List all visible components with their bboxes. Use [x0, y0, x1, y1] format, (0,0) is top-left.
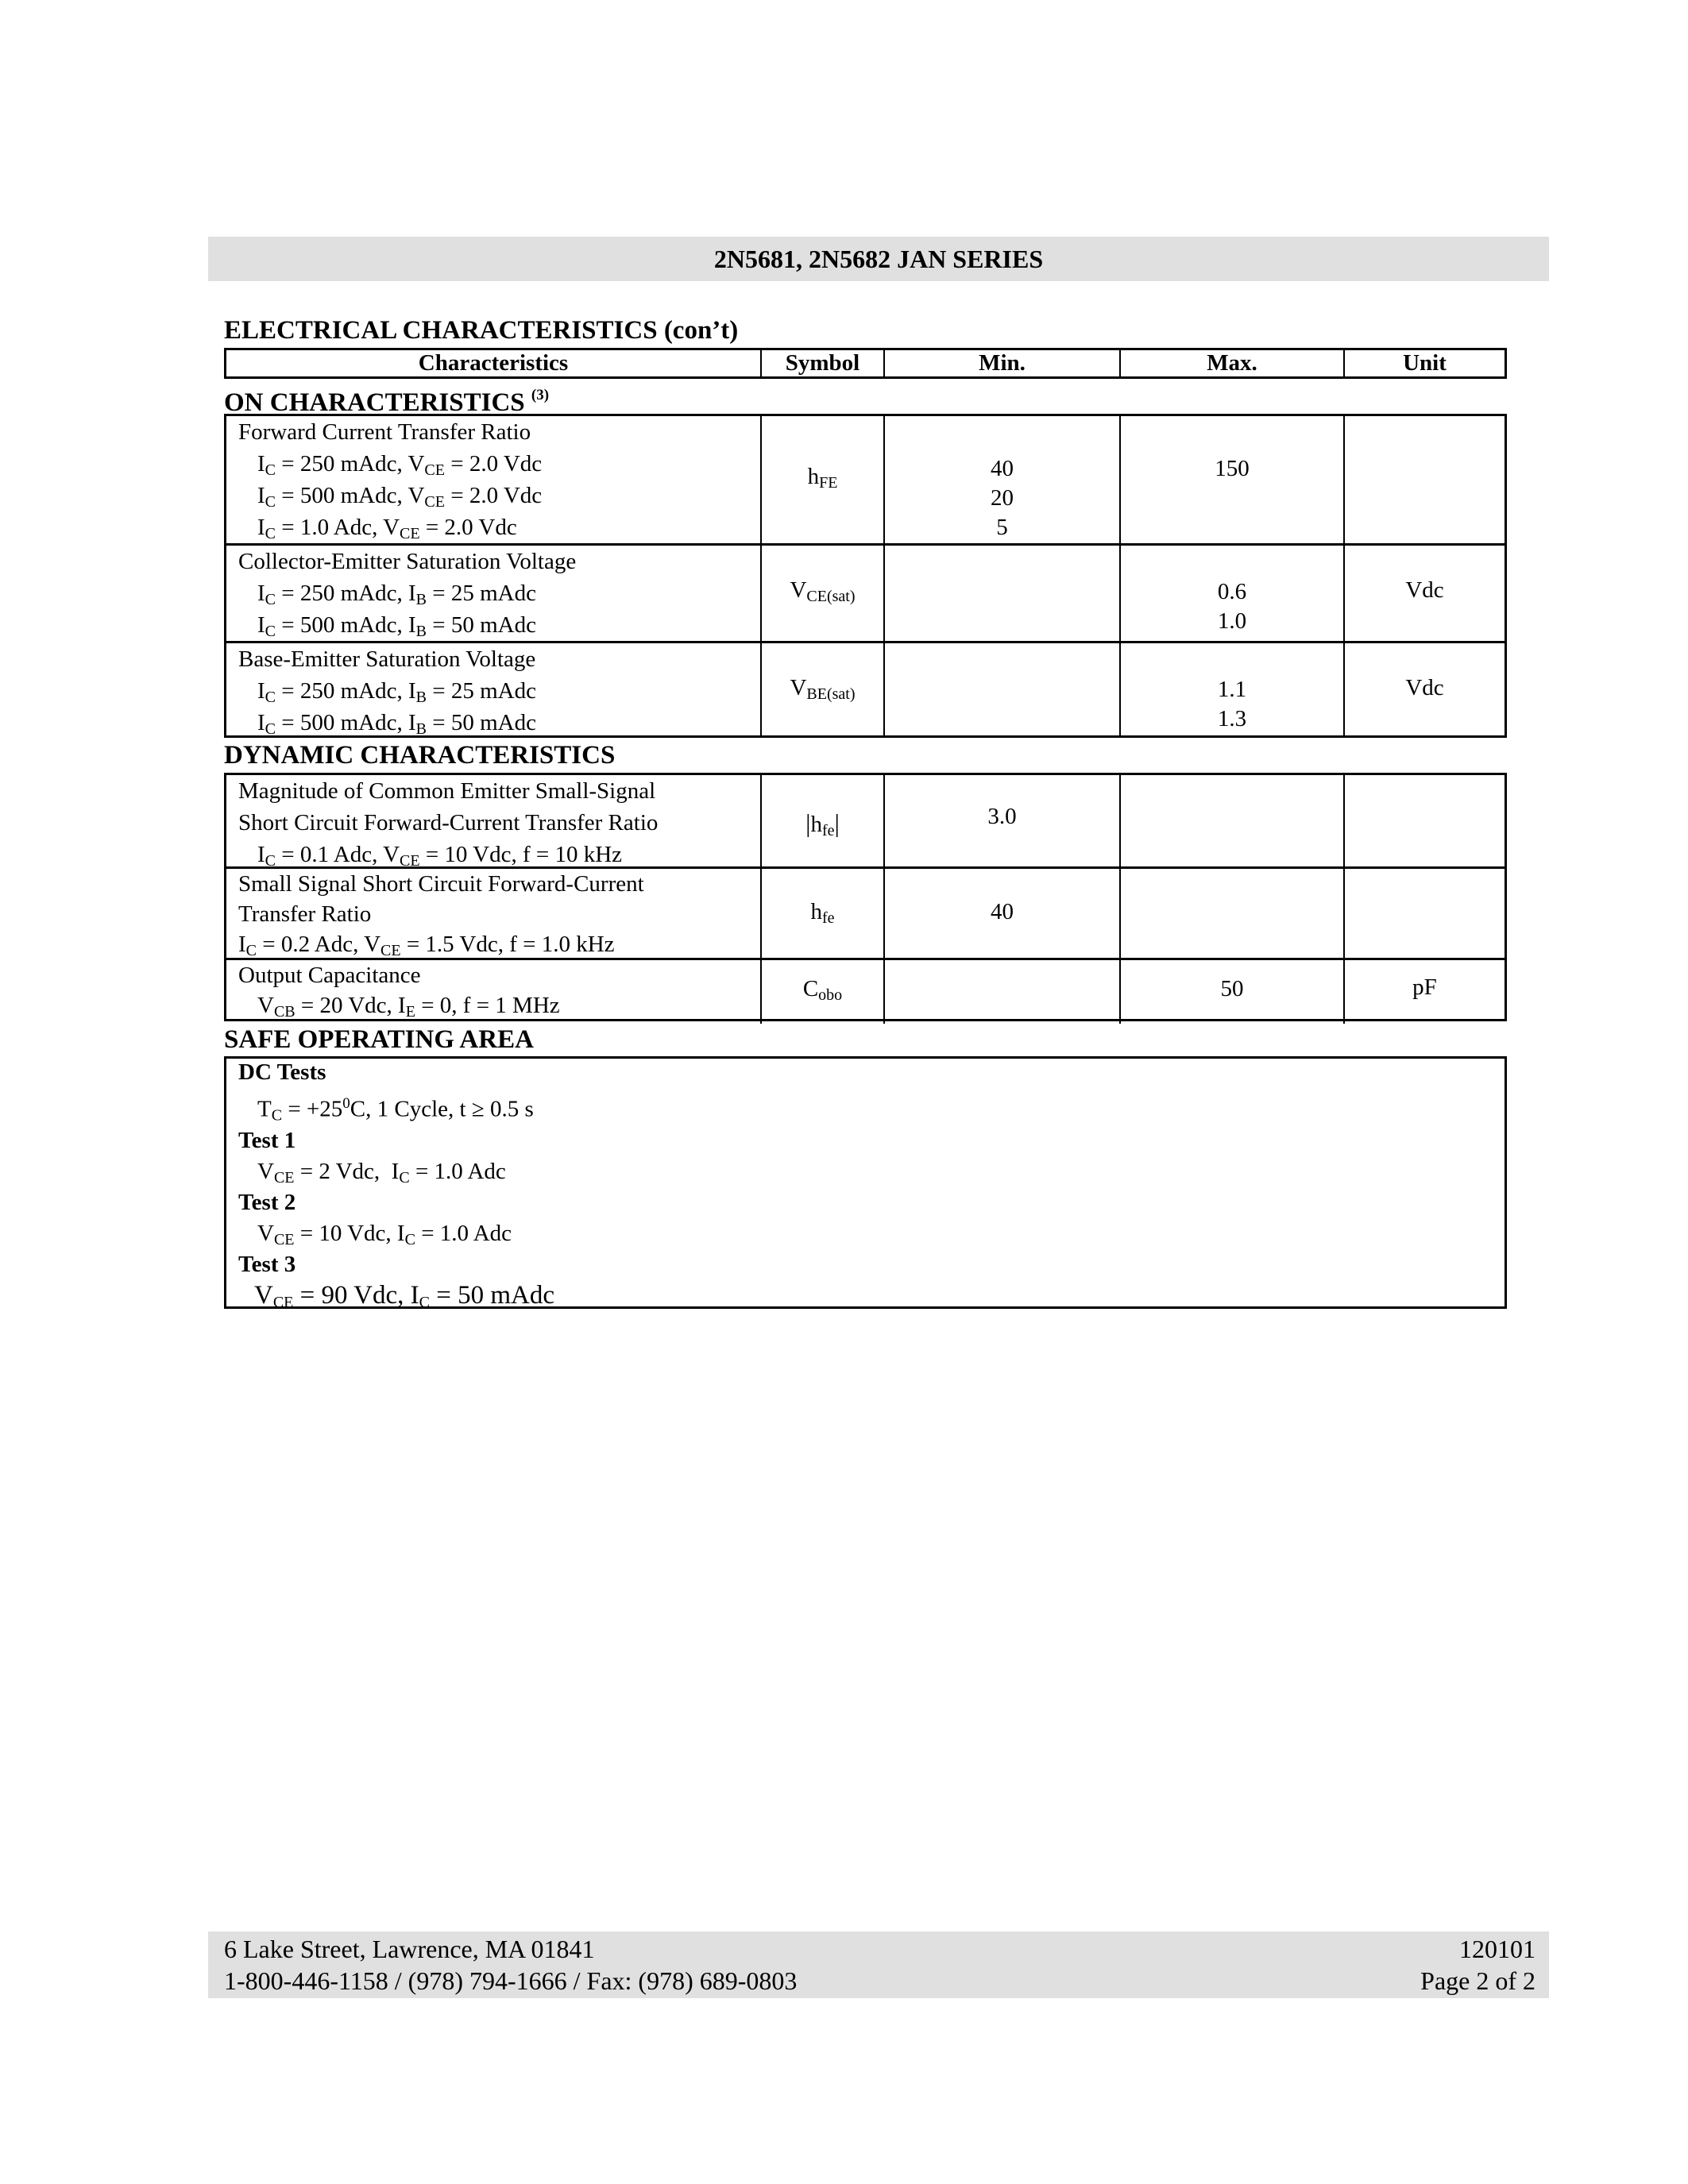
characteristic-description — [226, 416, 762, 543]
footnote-marker: (3) — [531, 387, 550, 403]
min-cell — [885, 960, 1121, 1024]
table-row — [226, 643, 1505, 738]
unit-value: Vdc — [1405, 577, 1444, 603]
symbol-cell — [762, 416, 885, 543]
symbol-cell — [762, 960, 885, 1024]
unit-cell — [1345, 960, 1505, 1024]
dynamic-characteristics-table — [224, 773, 1507, 1021]
footer-page-number: Page 2 of 2 — [1420, 1966, 1535, 1995]
max-cell — [1121, 869, 1345, 958]
test-3-condition: $V_{CE} = 90$ Vdc, $I_C = 50$ mAdc — [254, 1280, 555, 1311]
header-bar — [208, 237, 1549, 281]
on-characteristics-heading — [224, 380, 549, 419]
max-cell — [1121, 960, 1345, 1024]
min-cell — [885, 869, 1121, 958]
max-value: 0.6 — [1217, 579, 1247, 604]
test-1-condition: $V_{CE} = 2$ Vdc, $I_C = 1.0$ Adc — [257, 1158, 506, 1187]
min-value: 40 — [991, 899, 1014, 924]
characteristic-name: Output Capacitance — [238, 963, 421, 988]
column-header-unit: Unit — [1403, 350, 1447, 376]
footer-doc-code: 120101 — [1459, 1935, 1535, 1963]
table-row — [226, 416, 1505, 546]
characteristic-name: Forward Current Transfer Ratio — [238, 419, 531, 445]
table-row — [226, 869, 1505, 960]
min-value: 40 — [991, 456, 1014, 481]
characteristic-description — [226, 775, 762, 870]
test-condition: $I_C = 500$ mAdc, $I_B = 50$ mAdc — [257, 612, 536, 640]
max-cell — [1121, 546, 1345, 641]
dc-tests-label: DC Tests — [238, 1059, 326, 1085]
unit-cell — [1345, 643, 1505, 735]
characteristic-description — [226, 960, 762, 1024]
test-2-condition: $V_{CE} = 10$ Vdc, $I_C = 1.0$ Adc — [257, 1220, 512, 1248]
characteristic-name: Base-Emitter Saturation Voltage — [238, 646, 536, 672]
min-cell — [885, 643, 1121, 735]
max-value: 150 — [1215, 456, 1250, 481]
symbol-hfe-small-signal: $h_{fe}$ — [810, 899, 835, 927]
footer-phone: 1-800-446-1158 / (978) 794-1666 / Fax: (978) 689-0803 — [224, 1966, 798, 1995]
safe-operating-area-heading: SAFE OPERATING AREA — [224, 1025, 534, 1054]
unit-cell — [1345, 546, 1505, 641]
table-row — [226, 775, 1505, 869]
test-condition: $I_C = 0.2$ Adc, $V_{CE} = 1.5$ Vdc, f = 1.0 kHz — [238, 932, 615, 959]
test-condition: $I_C = 250$ mAdc, $V_{CE} = 2.0$ Vdc — [257, 451, 543, 479]
min-cell — [885, 775, 1121, 866]
characteristic-name: Small Signal Short Circuit Forward-Current — [238, 871, 644, 897]
test-condition: $I_C = 250$ mAdc, $I_B = 25$ mAdc — [257, 581, 536, 608]
symbol-cell — [762, 643, 885, 735]
table-row — [226, 546, 1505, 643]
unit-value: Vdc — [1405, 675, 1444, 700]
footer-bar — [208, 1931, 1549, 1998]
characteristic-name: Short Circuit Forward-Current Transfer Ratio — [238, 810, 659, 835]
column-header-table — [224, 348, 1507, 379]
max-value: 50 — [1220, 976, 1244, 1001]
max-cell — [1121, 643, 1345, 735]
test-condition: $I_C = 250$ mAdc, $I_B = 25$ mAdc — [257, 678, 536, 706]
dynamic-characteristics-heading: DYNAMIC CHARACTERISTICS — [224, 741, 616, 770]
unit-cell — [1345, 869, 1505, 958]
characteristic-description — [226, 869, 762, 958]
symbol-cobo: $C_{obo}$ — [802, 976, 843, 1004]
test-3-label: Test 3 — [238, 1251, 296, 1277]
characteristic-name: Collector-Emitter Saturation Voltage — [238, 549, 577, 574]
test-condition: $V_{CB} = 20$ Vdc, $I_E = 0$, f = 1 MHz — [257, 993, 560, 1021]
section-title: ELECTRICAL CHARACTERISTICS (con’t) — [224, 316, 739, 345]
test-condition: $I_C = 1.0$ Adc, $V_{CE} = 2.0$ Vdc — [257, 515, 517, 542]
column-header-max: Max. — [1121, 350, 1345, 376]
test-1-label: Test 1 — [238, 1127, 296, 1153]
characteristic-name: Magnitude of Common Emitter Small-Signal — [238, 778, 656, 804]
max-value: 1.1 — [1217, 677, 1247, 702]
on-characteristics-table — [224, 414, 1507, 738]
min-value: 20 — [991, 485, 1014, 511]
table-row — [226, 960, 1505, 1024]
characteristic-description — [226, 546, 762, 641]
min-value: 3.0 — [987, 804, 1017, 829]
max-value: 1.3 — [1217, 706, 1247, 731]
min-cell — [885, 416, 1121, 543]
characteristic-name: Transfer Ratio — [238, 901, 372, 927]
symbol-vbe-sat: $V_{BE(sat)}$ — [790, 675, 856, 703]
test-condition: $I_C = 500$ mAdc, $V_{CE} = 2.0$ Vdc — [257, 483, 543, 511]
min-value: 5 — [996, 515, 1008, 540]
document-title: 2N5681, 2N5682 JAN SERIES — [713, 245, 1044, 273]
unit-value: pF — [1412, 974, 1437, 1000]
symbol-hfe-magnitude: $|h_{fe}|$ — [805, 808, 840, 839]
max-cell — [1121, 775, 1345, 866]
column-header-min: Min. — [885, 350, 1121, 376]
test-2-label: Test 2 — [238, 1189, 296, 1215]
max-cell — [1121, 416, 1345, 543]
symbol-cell — [762, 775, 885, 866]
symbol-vce-sat: $V_{CE(sat)}$ — [790, 577, 856, 605]
symbol-cell — [762, 546, 885, 641]
column-header-characteristics: Characteristics — [226, 350, 762, 376]
test-condition: $I_C = 0.1$ Adc, $V_{CE} = 10$ Vdc, f = 10 kHz — [257, 842, 623, 870]
column-header-symbol: Symbol — [762, 350, 885, 376]
footer-address: 6 Lake Street, Lawrence, MA 01841 — [224, 1935, 595, 1963]
unit-cell — [1345, 775, 1505, 866]
min-cell — [885, 546, 1121, 641]
dc-tests-condition: $T_C = +25^0C$, 1 Cycle, t ≥ 0.5 s — [257, 1095, 534, 1125]
max-value: 1.0 — [1217, 608, 1247, 634]
characteristic-description — [226, 643, 762, 738]
safe-operating-area-box — [224, 1056, 1507, 1309]
unit-cell — [1345, 416, 1505, 543]
test-condition: $I_C = 500$ mAdc, $I_B = 50$ mAdc — [257, 710, 536, 738]
on-characteristics-label: ON CHARACTERISTICS — [224, 388, 525, 417]
symbol-hfe: $h_{FE}$ — [807, 464, 838, 492]
symbol-cell — [762, 869, 885, 958]
